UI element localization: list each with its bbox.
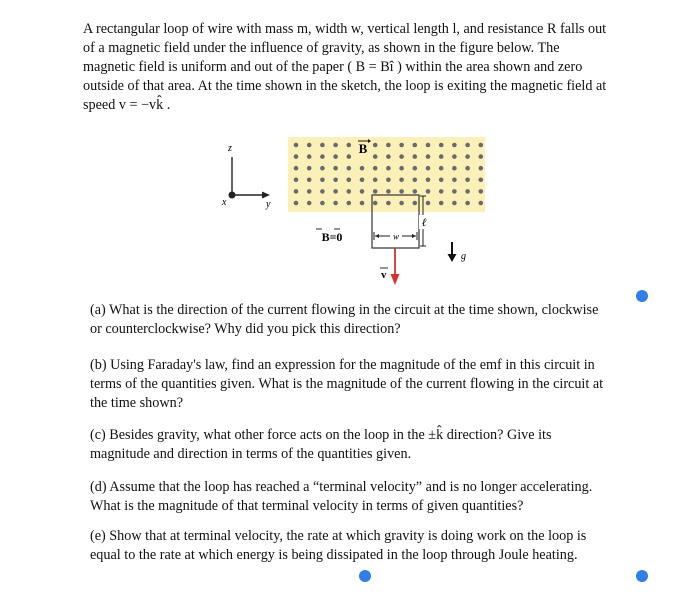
field-dot bbox=[439, 166, 444, 171]
selection-handle-right-top[interactable] bbox=[636, 290, 648, 302]
field-dot bbox=[386, 201, 391, 206]
field-dot bbox=[320, 189, 325, 194]
field-dot bbox=[426, 189, 431, 194]
field-dot bbox=[479, 143, 484, 148]
field-dot bbox=[413, 189, 418, 194]
field-dot bbox=[386, 154, 391, 159]
field-dot bbox=[452, 166, 457, 171]
field-dot bbox=[413, 201, 418, 206]
field-dot bbox=[373, 189, 378, 194]
field-dot bbox=[333, 201, 338, 206]
field-dot bbox=[333, 143, 338, 148]
field-dot bbox=[426, 178, 431, 183]
field-dot bbox=[439, 154, 444, 159]
field-dot bbox=[439, 143, 444, 148]
field-dot bbox=[360, 201, 365, 206]
field-dot bbox=[465, 166, 470, 171]
selection-handle-bottom-right[interactable] bbox=[636, 570, 648, 582]
coordinate-axes bbox=[221, 143, 271, 210]
field-dot bbox=[439, 189, 444, 194]
field-dot bbox=[399, 166, 404, 171]
field-dot bbox=[386, 166, 391, 171]
field-dot bbox=[413, 154, 418, 159]
field-dot bbox=[333, 189, 338, 194]
field-dot bbox=[479, 178, 484, 183]
field-dot bbox=[413, 178, 418, 183]
question-c: (c) Besides gravity, what other force acts on the loop in the ±k̂ direction? Give its magnitude and direction in terms of the quantities given. bbox=[90, 427, 552, 462]
field-dot bbox=[347, 189, 352, 194]
field-dot bbox=[399, 201, 404, 206]
field-dot bbox=[307, 201, 312, 206]
field-dot bbox=[347, 166, 352, 171]
gravity-label: g bbox=[461, 251, 466, 262]
field-dot bbox=[294, 143, 299, 148]
loop-figure bbox=[0, 0, 700, 300]
gravity-arrow bbox=[448, 242, 457, 262]
field-dot bbox=[294, 201, 299, 206]
field-dot bbox=[399, 154, 404, 159]
field-dot bbox=[294, 166, 299, 171]
question-e: (e) Show that at terminal velocity, the rate at which gravity is doing work on the loop is equal to the rate at which energy is being dissipated in the loop through Joule heating. bbox=[90, 528, 587, 563]
width-label: w bbox=[392, 231, 400, 242]
field-dot bbox=[479, 154, 484, 159]
field-dot bbox=[307, 178, 312, 183]
length-label: ℓ bbox=[421, 217, 427, 229]
axis-y-label: y bbox=[266, 199, 271, 210]
question-a: (a) What is the direction of the current flowing in the circuit at the time shown, clockwise or counterclockwise? Why did you pick this direction? bbox=[90, 302, 599, 337]
field-dot bbox=[386, 178, 391, 183]
field-dot bbox=[426, 201, 431, 206]
field-dot bbox=[465, 178, 470, 183]
field-dot bbox=[373, 166, 378, 171]
field-dot bbox=[465, 201, 470, 206]
field-dot bbox=[426, 143, 431, 148]
field-dot bbox=[320, 178, 325, 183]
field-label-B: B bbox=[358, 141, 368, 156]
selection-handle-bottom-center[interactable] bbox=[359, 570, 371, 582]
magnetic-field-region bbox=[288, 137, 485, 212]
field-dot bbox=[347, 178, 352, 183]
width-marker bbox=[374, 232, 417, 242]
field-dot bbox=[426, 154, 431, 159]
field-dot bbox=[307, 189, 312, 194]
field-dot bbox=[307, 143, 312, 148]
field-dot bbox=[452, 178, 457, 183]
field-dot bbox=[386, 143, 391, 148]
field-dot bbox=[333, 178, 338, 183]
field-dot bbox=[307, 154, 312, 159]
field-dot bbox=[373, 201, 378, 206]
question-b: (b) Using Faraday's law, find an expression for the magnitude of the emf in this circuit in terms of the quantities given. What is the magnitude of the current flowing in the circuit at the time shown? bbox=[90, 357, 604, 411]
field-dot bbox=[465, 189, 470, 194]
field-dot bbox=[360, 178, 365, 183]
field-dot bbox=[479, 166, 484, 171]
field-dot bbox=[373, 178, 378, 183]
zero-field-label: B=0 bbox=[321, 230, 343, 244]
field-dot bbox=[452, 201, 457, 206]
field-dot bbox=[399, 189, 404, 194]
field-dot bbox=[439, 178, 444, 183]
field-dot bbox=[360, 166, 365, 171]
problem-intro: A rectangular loop of wire with mass m, width w, vertical length l, and resistance R falls out of a magnetic field under the influence of gravity, as shown in the figure below. The magnetic field is uniform and out of the paper ( B = Bî ) within the area shown and zero outside of that area. At the time shown in the sketch, the loop is exiting the magnetic field at speed v = −vk̂ . bbox=[83, 21, 607, 113]
field-dot bbox=[386, 189, 391, 194]
field-dot bbox=[413, 166, 418, 171]
field-dot bbox=[320, 154, 325, 159]
field-dot bbox=[452, 189, 457, 194]
field-dot bbox=[347, 143, 352, 148]
field-dot bbox=[307, 166, 312, 171]
field-dot bbox=[452, 154, 457, 159]
field-dot bbox=[333, 166, 338, 171]
field-dot bbox=[320, 143, 325, 148]
field-dot bbox=[413, 143, 418, 148]
field-dot bbox=[333, 154, 338, 159]
field-dot bbox=[373, 154, 378, 159]
axis-x-label: x bbox=[222, 197, 227, 208]
axis-z-label: z bbox=[228, 143, 232, 154]
field-dot bbox=[360, 189, 365, 194]
field-dot bbox=[439, 201, 444, 206]
field-dot bbox=[347, 201, 352, 206]
velocity-arrow bbox=[391, 248, 400, 285]
field-dot bbox=[373, 143, 378, 148]
field-dot bbox=[294, 154, 299, 159]
field-dot bbox=[479, 189, 484, 194]
field-dot bbox=[294, 178, 299, 183]
velocity-label: v bbox=[381, 269, 387, 281]
field-dot bbox=[320, 166, 325, 171]
question-d: (d) Assume that the loop has reached a “terminal velocity” and is no longer accelerating. What is the magnitude of that terminal velocity in terms of given quantities? bbox=[90, 479, 593, 514]
field-dot bbox=[465, 154, 470, 159]
field-dot bbox=[399, 143, 404, 148]
field-dot bbox=[347, 154, 352, 159]
field-dot bbox=[399, 178, 404, 183]
field-dot bbox=[465, 143, 470, 148]
field-dot bbox=[320, 201, 325, 206]
field-dot bbox=[294, 189, 299, 194]
field-dot bbox=[479, 201, 484, 206]
field-dot bbox=[426, 166, 431, 171]
field-dot bbox=[452, 143, 457, 148]
